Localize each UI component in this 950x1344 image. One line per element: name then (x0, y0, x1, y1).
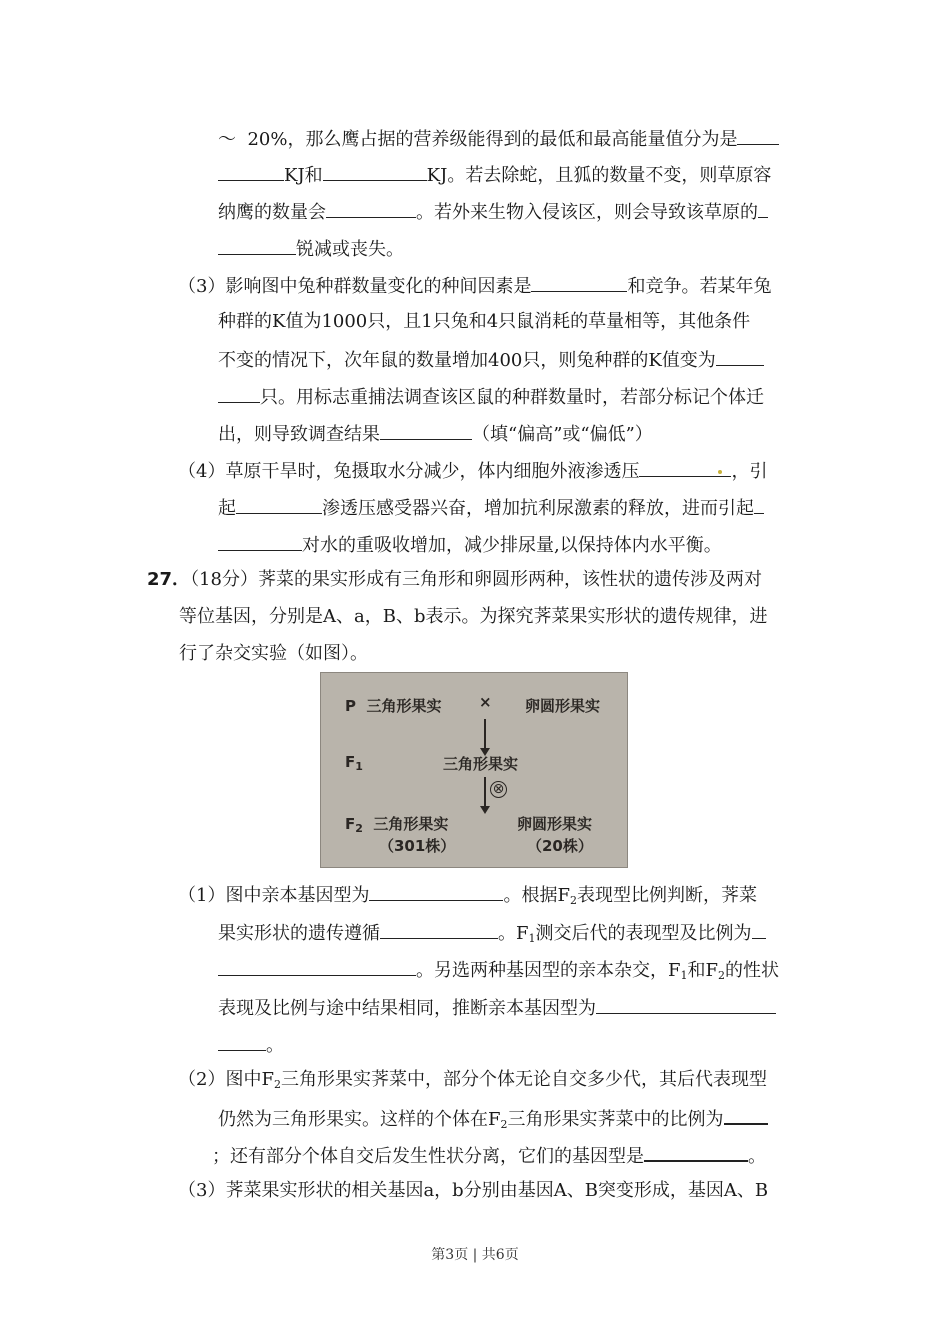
page-footer: 第3页 | 共6页 (431, 1247, 519, 1263)
f2-triangle: $F_2$ 三角形果实 (345, 815, 449, 835)
q27-line-2: 等位基因，分别是A、a，B、b表示。为探究荠菜果实形状的遗传规律，进 (179, 606, 768, 627)
q27-part2-line-3: ；还有部分个体自交后发生性状分离，它们的基因型是 。 (212, 1142, 766, 1169)
q27-part3-line-1: （3）荠菜果实形状的相关基因a，b分别由基因A、B突变形成，基因A、B (178, 1180, 769, 1201)
stray-mark (718, 470, 722, 474)
cross-experiment-diagram (320, 672, 628, 868)
q26-part4-line-2: 起 渗透压感受器兴奋，增加抗利尿激素的释放，进而引起 (218, 495, 764, 521)
f1-phenotype: 三角形果实 (443, 755, 519, 773)
q27-part2-line-2: 仍然为三角形果实。这样的个体在$F_2$三角形果实荠菜中的比例为 (218, 1105, 768, 1132)
arrow-down-2 (484, 777, 486, 807)
q26-part3-line-2: 种群的K值为1000只，且1只兔和4只鼠消耗的草量相等，其他条件 (218, 311, 751, 332)
question-number: 27． (147, 569, 191, 590)
q26-part3-line-1: （3）影响图中兔种群数量变化的种间因素是 和竞争。若某年兔 (178, 273, 771, 299)
q26-part3-line-5: 出，则导致调查结果 （填“偏高”或“偏低”） (218, 421, 653, 447)
f2-ovoid-count: （20株） (527, 837, 593, 855)
q26-part4-line-3: 对水的重吸收增加，减少排尿量,以保持体内水平衡。 (218, 532, 722, 558)
q26-part3-line-4: 只。用标志重捕法调查该区鼠的种群数量时，若部分标记个体迁 (218, 384, 764, 410)
q26-line-4: 锐减或丧失。 (218, 236, 404, 262)
q27-part1-line-1: （1）图中亲本基因型为 。根据$F_2$表现型比例判断，荠菜 (178, 882, 757, 908)
q27-part1-line-3: 。另选两种基因型的亲本杂交，$F_1$和$F_2$的性状 (218, 957, 779, 983)
cross-symbol: × (479, 693, 492, 711)
q27-line-3: 行了杂交实验（如图）。 (179, 643, 368, 664)
f2-triangle-count: （301株） (379, 837, 456, 855)
f1-label: $F_1$ (345, 753, 363, 773)
q26-line-2: KJ和 KJ。若去除蛇，且狐的数量不变，则草原容 (218, 162, 771, 188)
q27-part1-line-5: 。 (218, 1032, 284, 1058)
q26-line-1: ～ 20%，那么鹰占据的营养级能得到的最低和最高能量值分为是 (218, 126, 779, 152)
arrow-down-1 (484, 719, 486, 749)
q27-part2-line-1: （2）图中$F_2$三角形果实荠菜中，部分个体无论自交多少代，其后代表现型 (178, 1069, 767, 1091)
q27-line-1: 27．（18分）荠菜的果实形成有三角形和卵圆形两种，该性状的遗传涉及两对 (147, 569, 762, 590)
selfing-symbol: ⊗ (490, 781, 507, 798)
q27-part1-line-4: 表现及比例与途中结果相同，推断亲本基因型为 (218, 995, 776, 1021)
q26-part3-line-3: 不变的情况下，次年鼠的数量增加400只，则兔种群的K值变为 (218, 347, 764, 373)
parent-ovoid: 卵圆形果实 (525, 697, 601, 715)
q27-part1-line-2: 果实形状的遗传遵循 。$F_1$测交后代的表现型及比例为 (218, 920, 766, 946)
q26-part4-line-1: （4）草原干旱时，兔摄取水分减少，体内细胞外液渗透压 ，引 (178, 458, 767, 484)
f2-ovoid: 卵圆形果实 (517, 815, 593, 833)
q26-line-3: 纳鹰的数量会 。若外来生物入侵该区，则会导致该草原的 (218, 199, 768, 225)
parent-generation: P 三角形果实 (345, 697, 442, 715)
